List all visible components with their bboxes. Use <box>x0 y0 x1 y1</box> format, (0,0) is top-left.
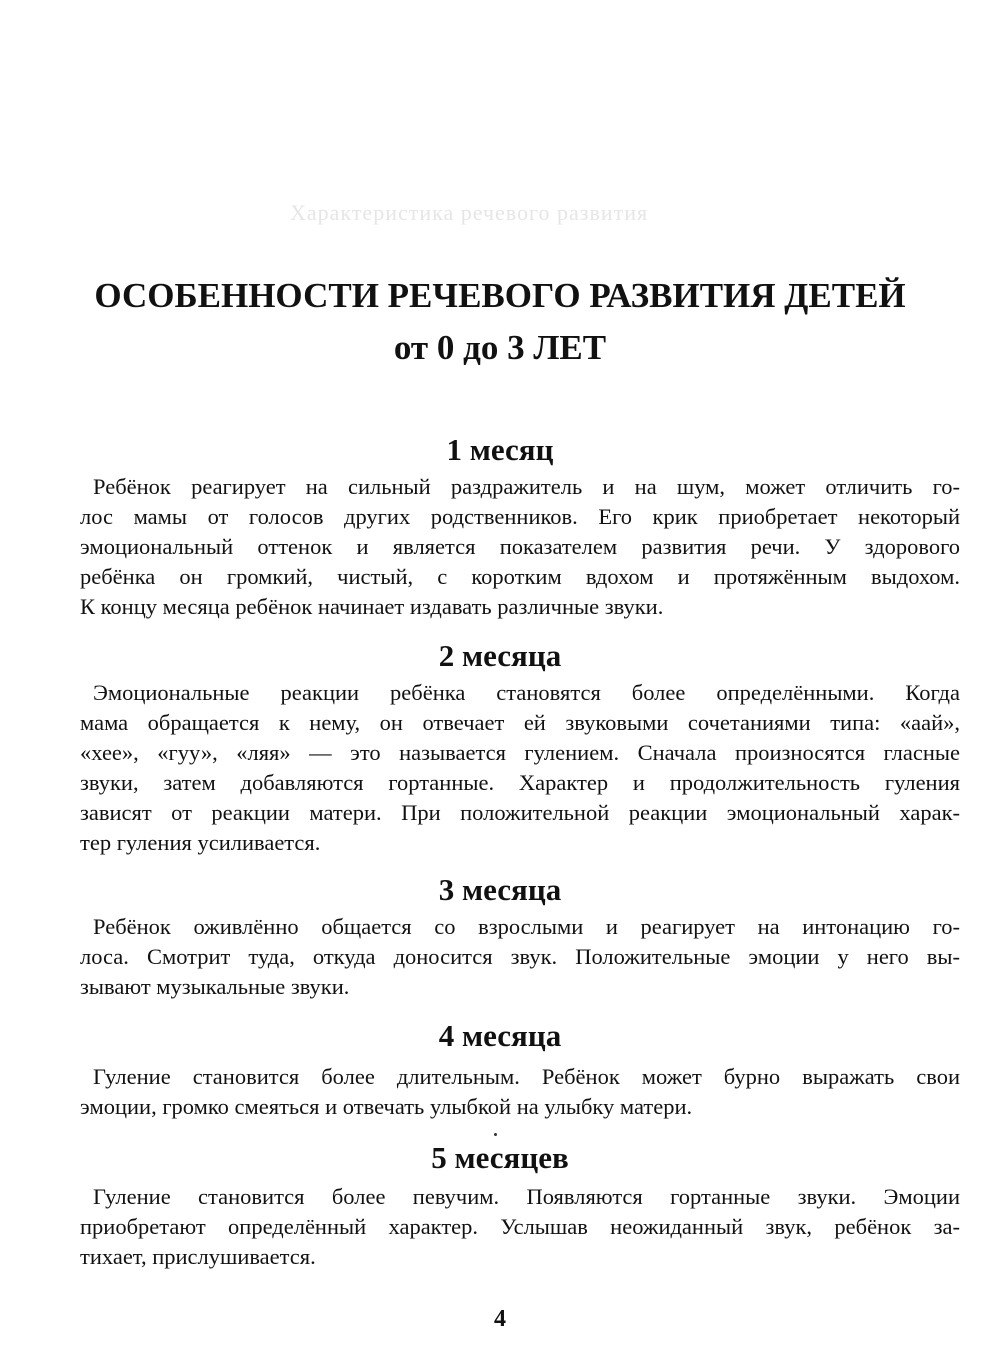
section-text-1-month <box>80 472 960 622</box>
text-line: К концу месяца ребёнок начинает издавать различные звуки. <box>80 594 664 619</box>
page-number: 4 <box>494 1306 506 1332</box>
section-text-5-months <box>80 1182 960 1272</box>
text-line: «хее», «гуу», «ляя» — это называется гулением. Сначала произносятся гласные <box>80 740 960 765</box>
text-line: тихает, прислушивается. <box>80 1244 316 1269</box>
title-line-1: ОСОБЕННОСТИ РЕЧЕВОГО РАЗВИТИЯ ДЕТЕЙ <box>94 276 906 315</box>
text-line: Гуление становится более певучим. Появляются гортанные звуки. Эмоции <box>93 1184 960 1209</box>
section-text-4-months <box>80 1062 960 1122</box>
text-line: эмоции, громко смеяться и отвечать улыбкой на улыбку матери. <box>80 1094 693 1119</box>
text-line: приобретают определённый характер. Услышав неожиданный звук, ребёнок за- <box>80 1214 960 1239</box>
text-line: мама обращается к нему, он отвечает ей звуковыми сочетаниями типа: «аай», <box>80 710 960 735</box>
page-title <box>0 270 1000 374</box>
text-line: звуки, затем добавляются гортанные. Характер и продолжительность гуления <box>80 770 960 795</box>
text-line: тер гуления усиливается. <box>80 830 321 855</box>
section-heading-1-month: 1 месяц <box>446 432 554 467</box>
section-heading-5-months: 5 месяцев <box>431 1140 569 1175</box>
section-heading-2-months: 2 месяца <box>438 638 562 673</box>
section-text-2-months <box>80 678 960 858</box>
bleed-through-text: Характеристика речевого развития <box>290 200 649 225</box>
text-line: лоса. Смотрит туда, откуда доносится звук. Положительные эмоции у него вы- <box>80 944 960 969</box>
text-line: ребёнка он громкий, чистый, с коротким вдохом и протяжённым выдохом. <box>80 564 960 589</box>
text-line: Ребёнок оживлённо общается со взрослыми и реагирует на интонацию го- <box>93 914 960 939</box>
text-line: зывают музыкальные звуки. <box>80 974 350 999</box>
section-heading-4-months: 4 месяца <box>438 1018 562 1053</box>
text-line: эмоциональный оттенок и является показателем развития речи. У здорового <box>80 534 960 559</box>
section-text-3-months <box>80 912 960 1002</box>
text-line: лос мамы от голосов других родственников. Его крик приобретает некоторый <box>80 504 960 529</box>
text-line: зависят от реакции матери. При положительной реакции эмоциональный харак- <box>80 800 960 825</box>
section-heading-3-months: 3 месяца <box>438 872 562 907</box>
text-line: Ребёнок реагирует на сильный раздражитель и на шум, может отличить го- <box>93 474 960 499</box>
title-line-2: от 0 до 3 ЛЕТ <box>393 328 607 367</box>
text-line: Гуление становится более длительным. Ребёнок может бурно выражать свои <box>93 1064 960 1089</box>
print-speck <box>494 1133 497 1136</box>
text-line: Эмоциональные реакции ребёнка становятся более определёнными. Когда <box>93 680 960 705</box>
